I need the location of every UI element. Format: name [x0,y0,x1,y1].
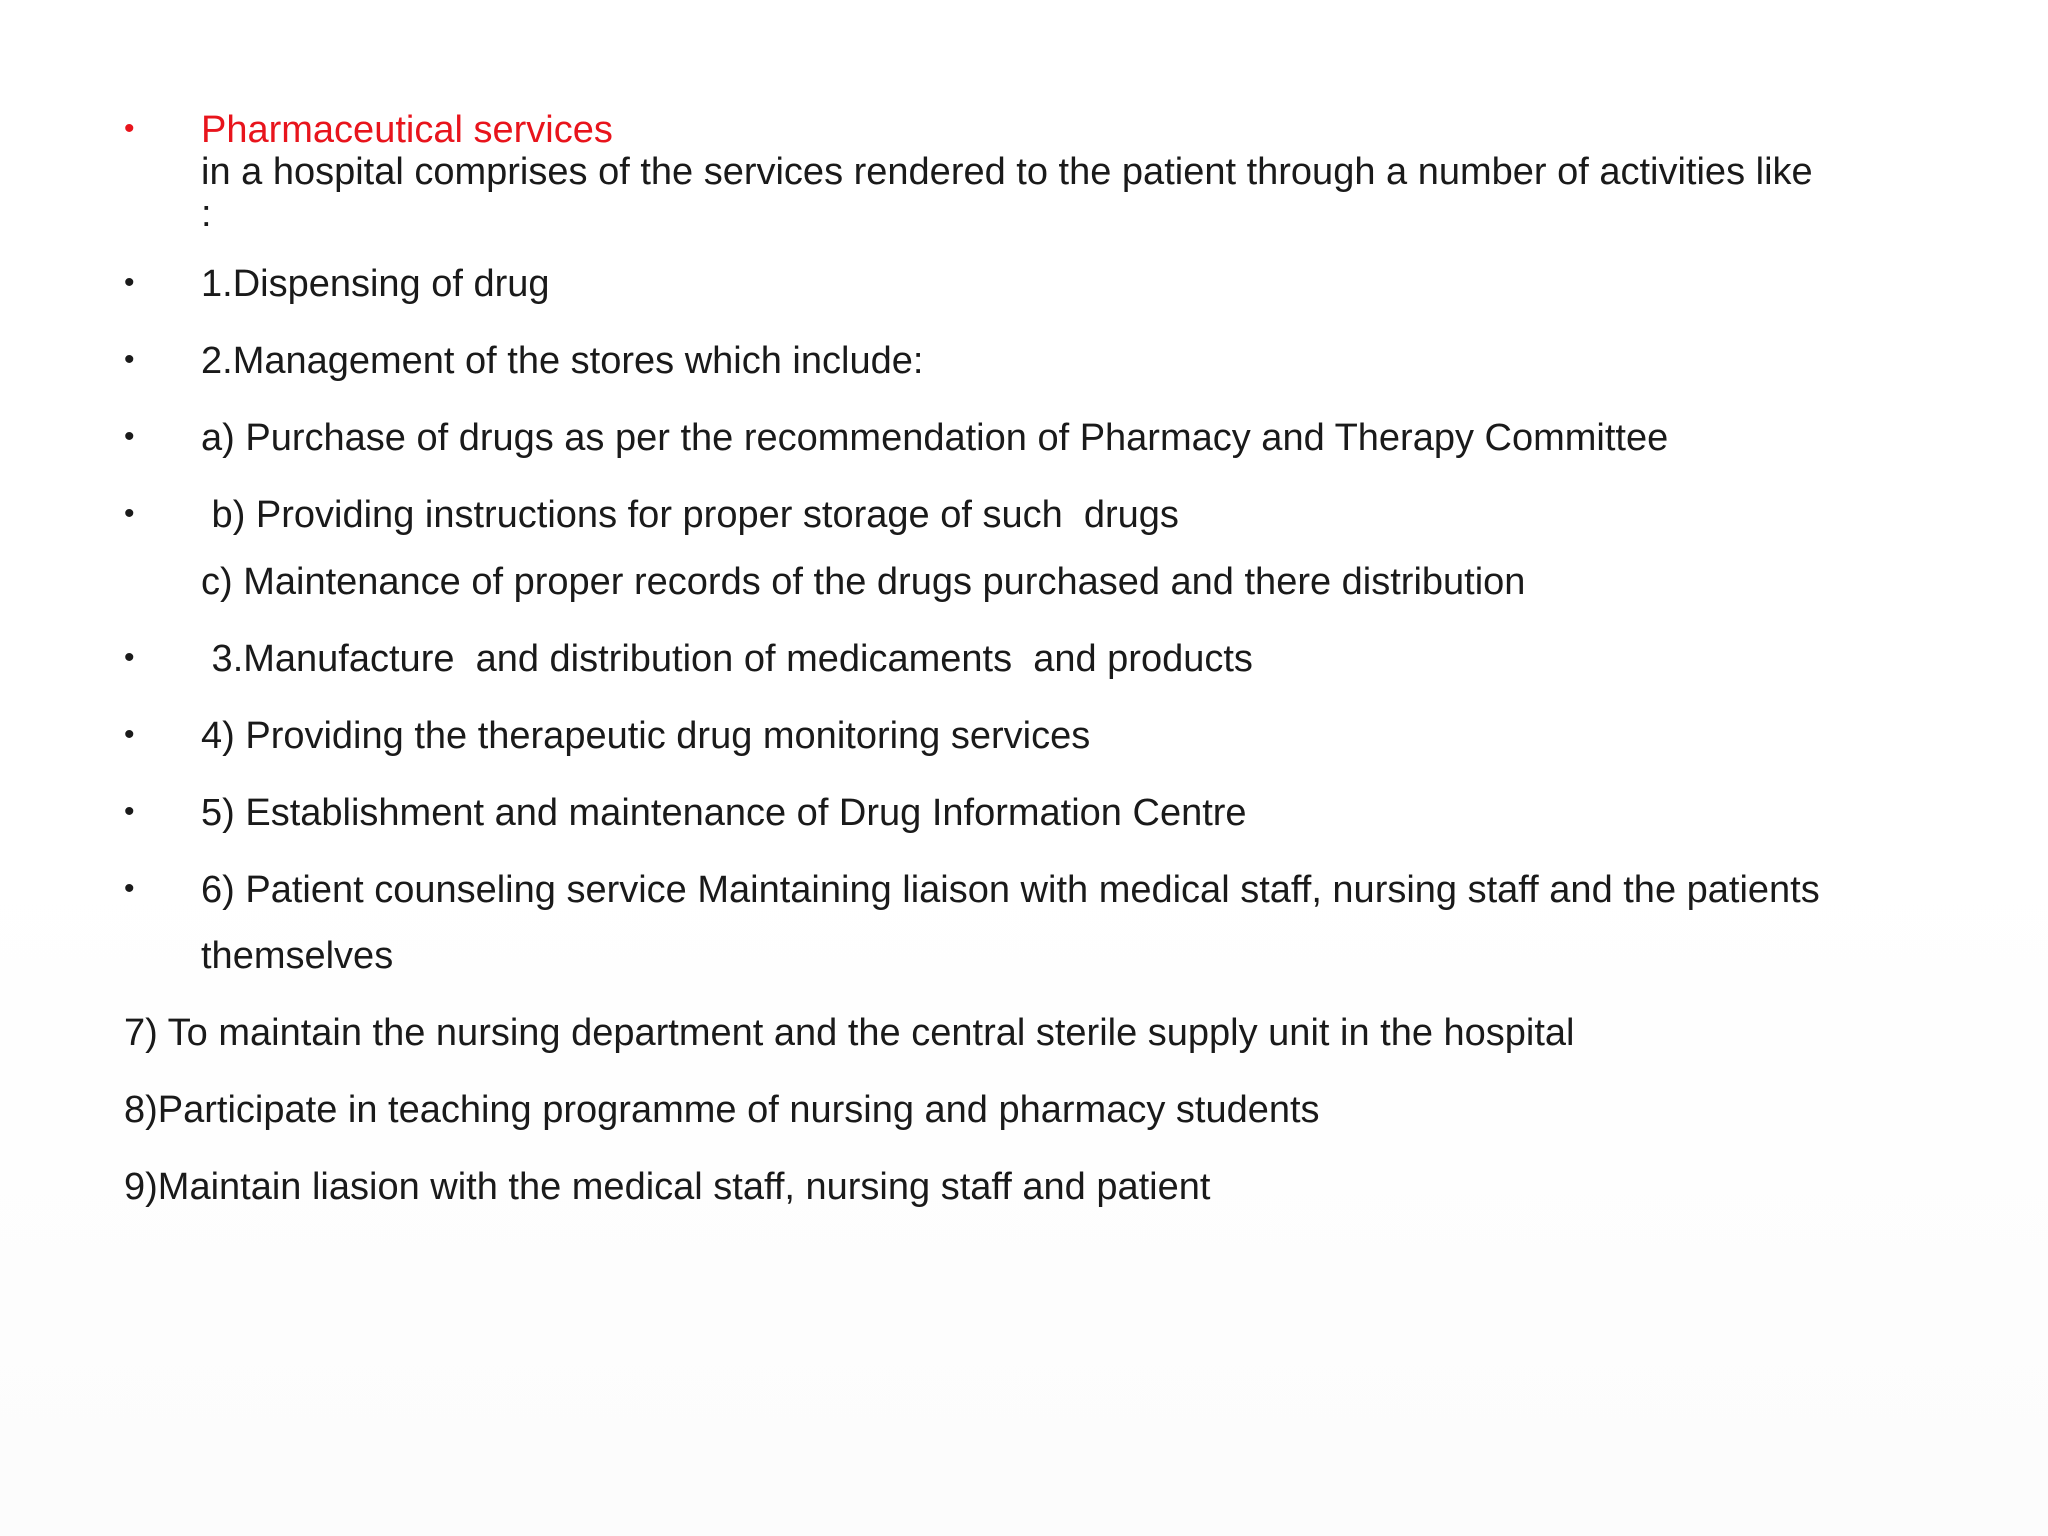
bullet-heading: • [124,112,135,145]
heading-body-line2: : [201,193,212,235]
item-drug-info: 5) Establishment and maintenance of Drug Information Centre [201,792,1247,834]
bullet-drug-info: • [124,795,135,828]
bullet-dispensing: • [124,266,135,299]
item-records: c) Maintenance of proper records of the drugs purchased and there distribution [201,561,1526,603]
heading-body-line1: in a hospital comprises of the services rendered to the patient through a number of activities like [201,151,1813,193]
item-nursing-dept: 7) To maintain the nursing department and the central sterile supply unit in the hospital [124,1012,1575,1054]
item-purchase: a) Purchase of drugs as per the recommendation of Pharmacy and Therapy Committee [201,417,1669,459]
bullet-counseling: • [124,872,135,905]
item-storage: b) Providing instructions for proper storage of such drugs [201,494,1179,536]
item-counseling-line1: 6) Patient counseling service Maintaining liaison with medical staff, nursing staff and the patients [201,869,1820,911]
bullet-monitoring: • [124,718,135,751]
item-teaching: 8)Participate in teaching programme of nursing and pharmacy students [124,1089,1320,1131]
item-monitoring: 4) Providing the therapeutic drug monitoring services [201,715,1091,757]
item-counseling-line2: themselves [201,935,394,977]
item-dispensing: 1.Dispensing of drug [201,263,550,305]
bullet-purchase: • [124,420,135,453]
bullet-manufacture: • [124,641,135,674]
bullet-storage: • [124,497,135,530]
bullet-management: • [124,343,135,376]
item-manufacture: 3.Manufacture and distribution of medicaments and products [201,638,1253,680]
item-liaison: 9)Maintain liasion with the medical staff, nursing staff and patient [124,1166,1211,1208]
item-management: 2.Management of the stores which include: [201,340,924,382]
heading-title: Pharmaceutical services [201,109,613,151]
